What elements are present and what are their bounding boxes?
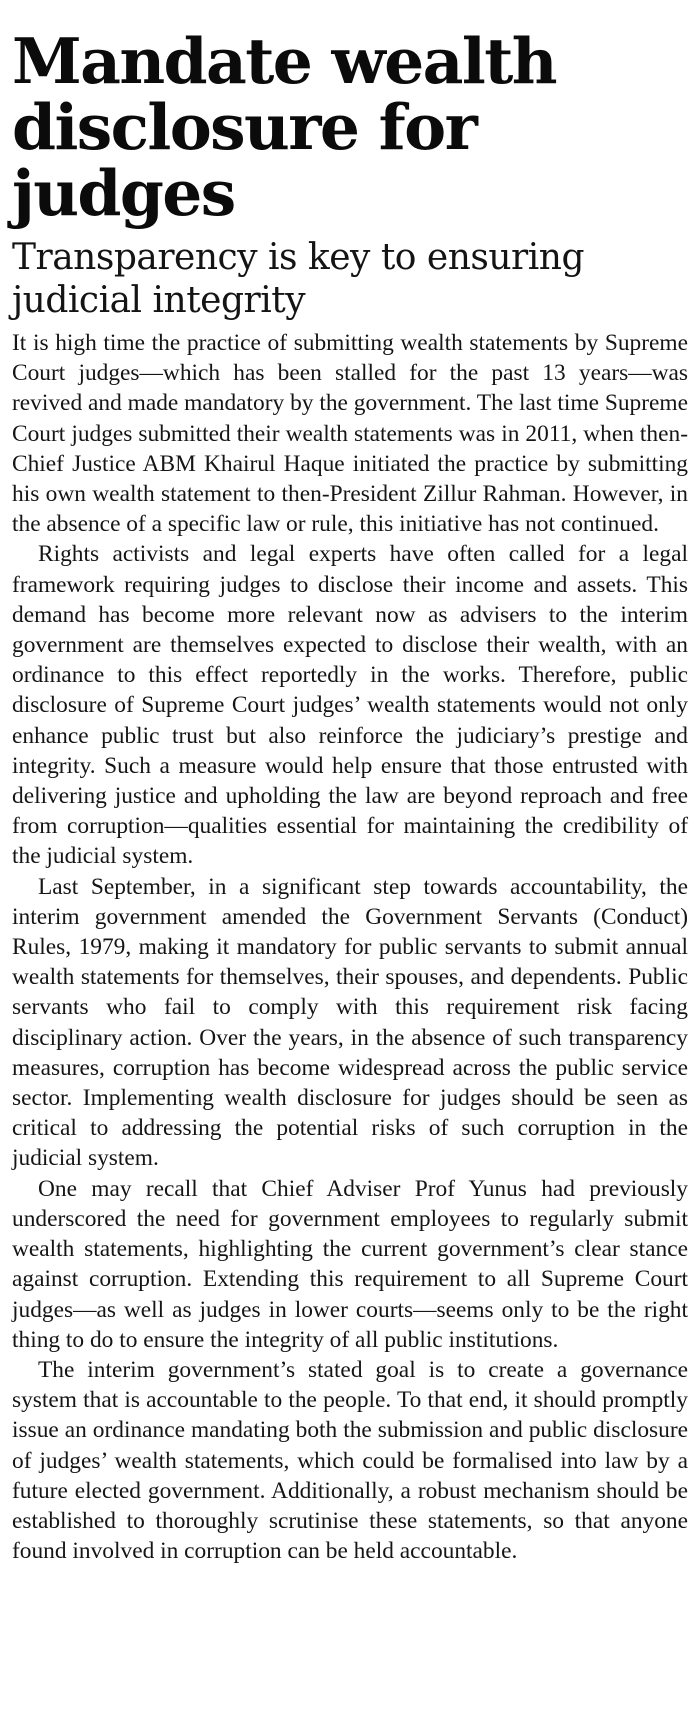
subheadline: Transparency is key to ensuring judicial integrity	[12, 237, 585, 321]
headline: Mandate wealth disclosure for judges	[12, 24, 556, 230]
editorial-article	[12, 0, 688, 1566]
paragraph-3: Last September, in a significant step towards accountability, the interim government amended the Government Servants (Conduct) Rules, 1979, making it mandatory for public servants to submit annual wealth statements for themselves, their spouses, and dependents. Public servants who fail to comply with this requirement risk facing disciplinary action. Over the years, in the absence of such transparency measures, corruption has become widespread across the public service sector. Implementing wealth disclosure for judges should be seen as critical to addressing the potential risks of such corruption in the judicial system.	[12, 873, 688, 1172]
article-body	[12, 328, 688, 1566]
paragraph-4: One may recall that Chief Adviser Prof Yunus had previously underscored the need for government employees to regularly submit wealth statements, highlighting the current government’s clear stance against corruption. Extending this requirement to all Supreme Court judges—as well as judges in lower courts—seems only to be the right thing to do to ensure the integrity of all public institutions.	[12, 1175, 688, 1353]
paragraph-1: It is high time the practice of submitting wealth statements by Supreme Court judges—which has been stalled for the past 13 years—was revived and made mandatory by the government. The last time Supreme Court judges submitted their wealth statements was in 2011, when then-Chief Justice ABM Khairul Haque initiated the practice by submitting his own wealth statement to then-President Zillur Rahman. However, in the absence of a specific law or rule, this initiative has not continued.	[12, 330, 688, 538]
paragraph-5: The interim government’s stated goal is to create a governance system that is accountable to the people. To that end, it should promptly issue an ordinance mandating both the submission and public disclosure of judges’ wealth statements, which could be formalised into law by a future elected government. Additionally, a robust mechanism should be established to thoroughly scrutinise these statements, so that anyone found involved in corruption can be held accountable.	[12, 1356, 688, 1565]
paragraph-2: Rights activists and legal experts have often called for a legal framework requiring judges to disclose their income and assets. This demand has become more relevant now as advisers to the interim government are themselves expected to disclose their wealth, with an ordinance to this effect reportedly in the works. Therefore, public disclosure of Supreme Court judges’ wealth statements would not only enhance public trust but also reinforce the judiciary’s prestige and integrity. Such a measure would help ensure that those entrusted with delivering justice and upholding the law are beyond reproach and free from corruption—qualities essential for maintaining the credibility of the judicial system.	[12, 541, 688, 870]
